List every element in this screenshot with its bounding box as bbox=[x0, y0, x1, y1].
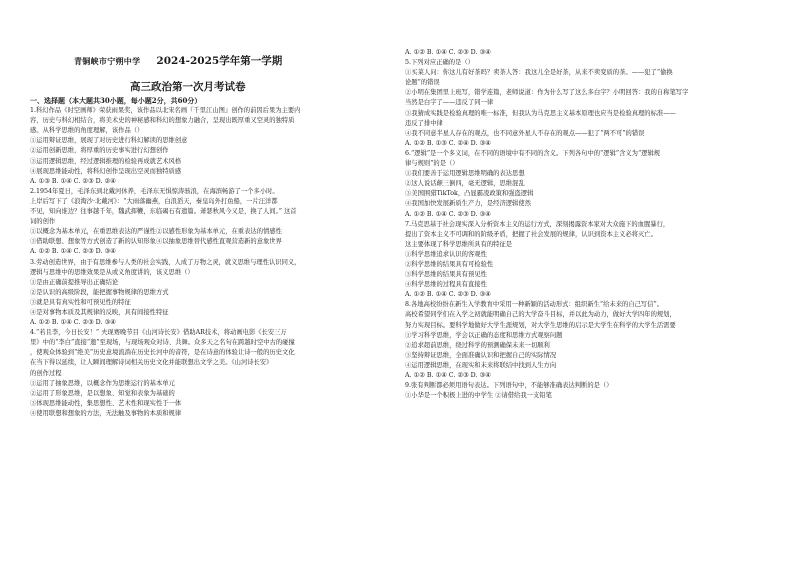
text-line: 4.“若且李，今日长安！” 夫现赛晚节目《山河诗长安》借助AR技术，将动画电影《长安三万 bbox=[30, 329, 287, 337]
text-line: ③美国围猎TikTok，凸显霸凌政策和强盗逻辑 bbox=[405, 190, 534, 198]
text-line: 不见，知向谁边？往事越千年，魏武挥鞭，东临碣石有遗篇。萧瑟秋风今又是，换了人间。” 这首 bbox=[30, 208, 297, 216]
school-term: 2024-2025学年第一学期 bbox=[156, 55, 283, 67]
text-line: ②运用了形象思维，是以想象、知觉和表象为基础的 bbox=[30, 389, 175, 397]
text-line: 逻辑与思维中的思维效果是从或义角度讲的，该义思维（） bbox=[30, 268, 194, 276]
section-heading: 一、选择题（本大题共30小题，每小题2分，共60分） bbox=[30, 96, 202, 105]
text-line: 努力实现目标。要科学地做好大学生涯规划，对大学生思维的启示是大学生在科学的大学生活需要 bbox=[405, 321, 676, 329]
text-line: 提出了资本主义不可调和的阶级矛盾，把握了社会发展的规律，认识到资本主义必将灭亡。 bbox=[405, 230, 657, 238]
text-line: ④我不同意半星人存在的观点，也不同意外星人不存在的观点——犯了“两不可”的错误 bbox=[405, 129, 645, 137]
text-line: ③借助联想、想象等方式创造了新的认知形象④以抽象思维替代感性直观营造新的意象世界 bbox=[30, 238, 282, 246]
exam-header bbox=[30, 53, 390, 94]
text-line: 3.劳动创造世界，由于有思维参与人类的社会实践，人成了万物之灵，就义思维与理性认识同义， bbox=[30, 258, 301, 266]
text-line: A. ①③ B. ①④ C. ②③ D. ②④ bbox=[30, 177, 116, 185]
text-line: ②小明在集团里上班写，错学连篇，老师说道：作为什么写了这么多白字？小明回答：我的自称笔写字 bbox=[405, 89, 689, 97]
text-line: 在当下得以延续，让人瞬间理解诗词相关历史文化并能联想出文学之美。《山河诗长安》 bbox=[30, 359, 273, 367]
text-line: ③运用逻辑思维，经过逻辑推理的检验再成就艺术风格 bbox=[30, 157, 182, 165]
text-line: ④是对事物本质及其规律的反映，具有间接性特征 bbox=[30, 308, 169, 316]
text-line: ④科学思维的过程具有直接性 bbox=[405, 281, 487, 289]
text-line: ③我猜成实践是检验真理的唯一标准，但我认为马克思主义基本原理也应当是检验真理的标准—— bbox=[405, 109, 676, 117]
text-line: ②科学思维的结果具有可检验性 bbox=[405, 260, 494, 268]
text-line: ①学习科学思维，学会以正确的态度和思维方式观察问题 bbox=[405, 331, 563, 339]
text-line: 这主要体现了科学思维所具有的特征是 bbox=[405, 240, 513, 248]
text-line: 6.“逻辑”是一个多义词，在不同的语境中有不同的含义。下列各句中的“逻辑”含义为“逻辑规 bbox=[405, 149, 661, 157]
text-line: A. ①② B. ①④ C. ②③ D. ③④ bbox=[30, 248, 116, 256]
text-line: ③坚持辩证思维，全面准确认识和把握自己的实际情况 bbox=[405, 351, 557, 359]
text-line: 感。从科学思维的角度理解，该作品（） bbox=[30, 127, 144, 135]
right-column bbox=[405, 48, 770, 401]
exam-title: 高三政治第一次月考试卷 bbox=[130, 81, 246, 93]
text-line: 8.各地高校纷纷在新生入学教育中采用一种新颖的活动形式：组织新生“给未来的自己写信”。 bbox=[405, 301, 664, 309]
text-line: ①买菜人问：你这儿有好茶吗？卖茶人答：我这儿全是好茶，从来不卖变质的茶。——犯了“偷换 bbox=[405, 69, 673, 77]
text-line: ①运用辩证思维，展现了对历史进行科幻解读的思维创意 bbox=[30, 137, 188, 145]
text-line: ③就是具有真实性和可预见性的特征 bbox=[30, 298, 131, 306]
text-line: ③科学思维的结果具有预见性 bbox=[405, 271, 487, 279]
text-line: 容，历史与科幻相结合，将美术史的神秘感和科幻的想象力融合，呈现出既厚重又空灵的独特质 bbox=[30, 117, 295, 125]
text-line: ②这人说话颠三倒四，毫无逻辑，思维混乱 bbox=[405, 180, 525, 188]
text-line: 2.1954年夏日，毛泽东到北戴河休养，毛泽东无惧惊涛骇浪，在海滨畅游了一个多小时。 bbox=[30, 187, 279, 195]
text-line: ①以概念为基本单元，在重思维表达的严谨性②以感性形象为基本单元，在重表达的情感性 bbox=[30, 228, 282, 236]
text-line: A. ①② B. ①④ C. ②③ D. ③④ bbox=[405, 291, 491, 299]
text-line: A. ①② B. ①④ C. ②③ D. ③④ bbox=[30, 319, 116, 327]
school-name: 青铜峡市宁朔中学 bbox=[74, 56, 141, 66]
text-line: ②是认识的高级阶段，能把握事物规律的思维方式 bbox=[30, 288, 169, 296]
text-line: ③体现思维能动性，集思想性、艺术性和现实性于一体 bbox=[30, 399, 182, 407]
text-line: 7.马克思基于社会现实深入分析资本主义的运行方式，深刻揭露资本家对大众施下的血腥暴行， bbox=[405, 220, 670, 228]
text-line: ④展现思维能动性，将科幻创作呈现出空灵而独特质感 bbox=[30, 167, 182, 175]
text-line: 5.下列对应正确的是（） bbox=[405, 59, 474, 67]
text-line: 违反了排中律 bbox=[405, 119, 443, 127]
text-line: ④我国加快发展新质生产力，是经济逻辑使然 bbox=[405, 200, 531, 208]
text-line: A. ①② B. ①④ C. ②③ D. ③④ bbox=[405, 49, 491, 56]
text-line: 9.张有判断都必须用语句表达。下列语句中，不能够准确表达判断的是（） bbox=[405, 382, 613, 390]
title-line bbox=[30, 53, 390, 68]
text-line: 里》中的“李白”直接“邀”至现场，与现场观众对诗、共舞。众多天之名句在跨越时空中古的碰撞 bbox=[30, 339, 295, 347]
text-line: 上岸后写下了《浪淘沙·北戴河》：“大雨落幽燕，白浪滔天，秦皇岛外打鱼船，一片汪洋都 bbox=[30, 197, 278, 205]
text-line: A. ①② B. ①③ C. ②④ D. ③④ bbox=[405, 139, 491, 147]
text-line: ①运用了抽象思维，以概念作为思维运行的基本单元 bbox=[30, 379, 175, 387]
left-column bbox=[30, 96, 390, 419]
text-line: ②运用创新思维，将厚重的历史事实进行幻想创作 bbox=[30, 147, 169, 155]
text-line: 高校希望同学们在入学之初就能明确自己的大学奋斗目标，并以此为动力，做好大学四年的规划， bbox=[405, 311, 676, 319]
text-line: ④使用联想和想象的方法，无法触及事物的本质和规律 bbox=[30, 409, 182, 417]
text-line: ①科学思维追求认识的客观性 bbox=[405, 250, 487, 258]
text-line: ①是由正确前提推导出正确结论 bbox=[30, 278, 119, 286]
text-line: 词的创作 bbox=[30, 218, 56, 226]
text-line: 论题”的错误 bbox=[405, 79, 440, 87]
text-line: 1.科幻作品《时空画师》荣获雨果奖，该作品以北宋名画『千里江山图』创作的前因后果为主要内 bbox=[30, 107, 301, 115]
text-line: ④运用逻辑思维，在现实和未来将联结中找到人生方向 bbox=[405, 361, 557, 369]
text-line: 律与规则”的是（） bbox=[405, 160, 459, 168]
text-line: A. ①② B. ①④ C. ②③ D. ③④ bbox=[405, 372, 491, 379]
text-line: A. ①② B. ①④ C. ②③ D. ③④ bbox=[405, 210, 491, 218]
text-line: ，使观众体验到“绝美”历史意境流淌在历史长河中的音符，是在诗意的体验让诗一般的历史文化 bbox=[30, 349, 295, 357]
text-line: ②追求超前思维，绕过科学的预测确保未来一切顺利 bbox=[405, 341, 550, 349]
text-line: 当然是白字了——违反了同一律 bbox=[405, 99, 494, 107]
text-line: ①我们要善于运用逻辑思维明确的表达思想 bbox=[405, 170, 525, 178]
text-line: ①小华是一个积极上进的中学生 ②请借给我一支铅笔 bbox=[405, 392, 552, 400]
text-line: 的创作过程 bbox=[30, 369, 62, 377]
